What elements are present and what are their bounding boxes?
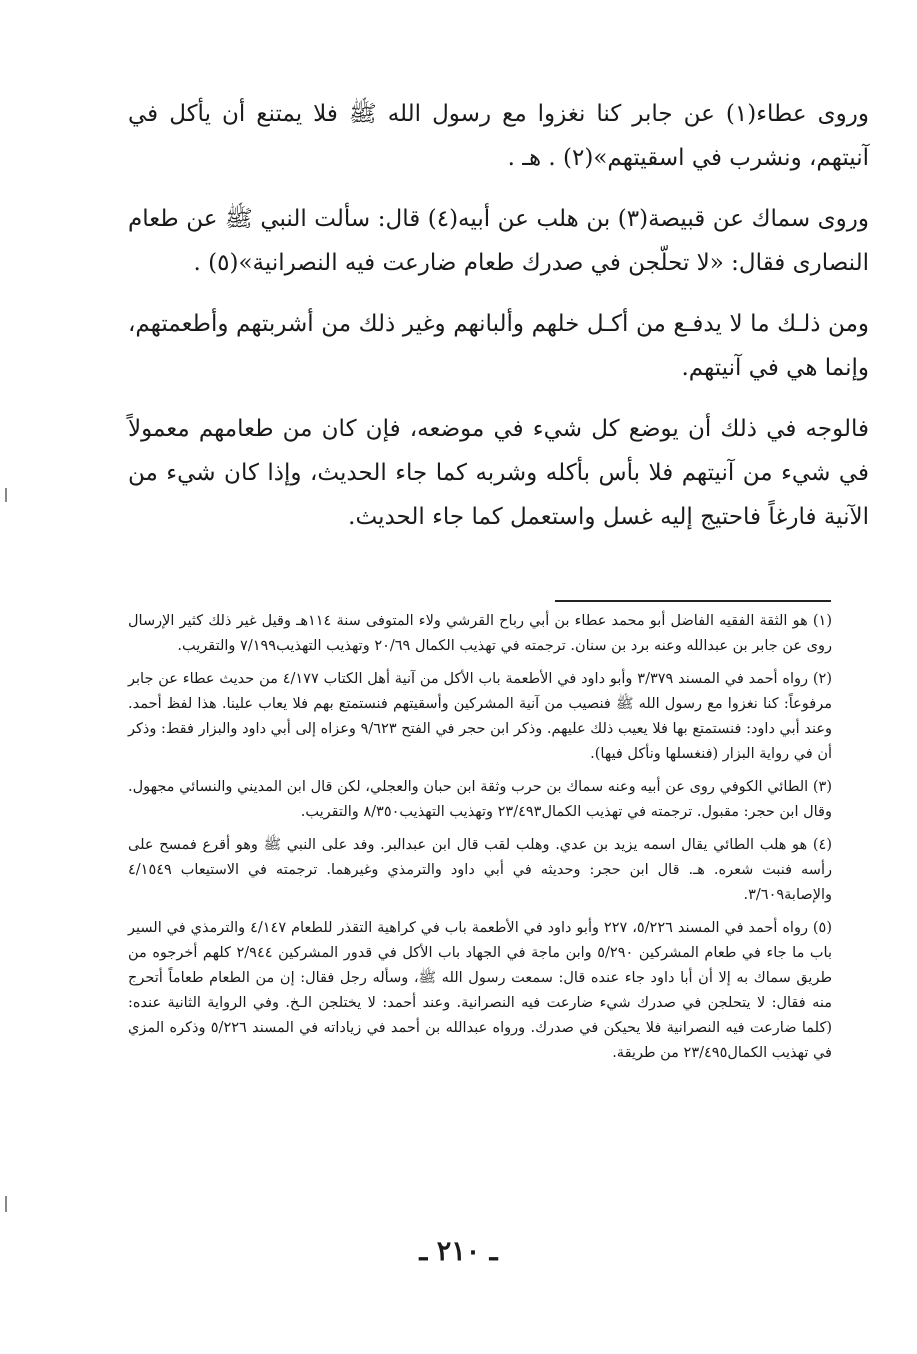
footnote-5: (٥) رواه أحمد في المسند ٥/٢٢٦، ٢٢٧ وأبو داود في الأطعمة باب في كراهية التقذر للطعام ٤/١٤٧ والترمذي في السير باب ما جاء في طعام المشركين ٥/٢٩٠ وابن ماجة في الجهاد باب الأكل في قدور المشركين ٢/٩٤٤ كلهم أخرجوه من طريق سماك به إلا أن أبا داود جاء عنده قال: سمعت رسول الله ﷺ، وسأله رجل فقال: إن من الطعام طعاماً أتحرج منه فقال: لا يتحلجن في صدرك شيء ضارعت فيه النصرانية. وعند أحمد: لا يختلجن الـخ. وفي الرواية الثانية عنده: (كلما ضارعت فيه النصرانية فلا يحيكن في صدرك. ورواه عبدالله بن أحمد في زياداته في المسند ٥/٢٢٦ وذكره المزي في تهذيب الكمال٢٣/٤٩٥ من طريقة.	[128, 920, 833, 1061]
footnotes	[128, 609, 832, 1074]
footnote-2: (٢) رواه أحمد في المسند ٣/٣٧٩ وأبو داود في الأطعمة باب الأكل من آنية أهل الكتاب ٤/١٧٧ من حديث عطاء عن جابر مرفوعاً: كنا نغزوا مع رسول الله ﷺ فنصيب من آنية المشركين وأسقيتهم فنستمتع بهم فلا يعاب علينا. هذا لفظ أحمد. وعند أبي داود: فنستمتع بها فلا يعيب ذلك عليهم. وذكر ابن حجر في الفتح ٩/٦٢٣ وعزاه إلى أبي داود والبزار فقط: وذكر أن في رواية البزار (فنغسلها ونأكل فيها).	[128, 671, 832, 762]
footnote-separator	[555, 600, 831, 602]
paragraph-1: وروى عطاء(١) عن جابر كنا نغزوا مع رسول الله ﷺ فلا يمتنع أن يأكل في آنيتهم، ونشرب في اسقيتهم»(٢) . هـ .	[128, 101, 869, 171]
binding-mark	[5, 488, 7, 502]
main-text	[128, 92, 869, 556]
paragraph-3: ومن ذلـك ما لا يدفـع من أكـل خلهم وألبانهم وغير ذلك من أشربتهم وأطعمتهم، وإنما هي في آنيتهم.	[128, 311, 869, 381]
footnote-1: (١) هو الثقة الفقيه الفاضل أبو محمد عطاء بن أبي رباح القرشي ولاء المتوفى سنة ١١٤هـ وقيل غير ذلك كثير الإرسال روى عن جابر بن عبدالله وعنه برد بن سنان. ترجمته في تهذيب الكمال ٢٠/٦٩ وتهذيب التهذيب٧/١٩٩ والتقريب.	[128, 613, 832, 654]
footnote-3: (٣) الطائي الكوفي روى عن أبيه وعنه سماك بن حرب وثقة ابن حبان والعجلي، لكن قال ابن المديني والنسائي مجهول. وقال ابن حجر: مقبول. ترجمته في تهذيب الكمال٢٣/٤٩٣ وتهذيب التهذيب٨/٣٥٠ والتقريب.	[128, 779, 832, 820]
footnote-4: (٤) هو هلب الطائي يقال اسمه يزيد بن عدي. وهلب لقب قال ابن عبدالبر. وفد على النبي ﷺ وهو أقرع فمسح على رأسه فنبت شعره. هـ. قال ابن حجر: وحديثه في أبي داود والترمذي وغيرهما. ترجمته في الاستيعاب ٤/١٥٤٩ والإصابة٣/٦٠٩.	[128, 837, 832, 903]
paragraph-4: فالوجه في ذلك أن يوضع كل شيء في موضعه، فإن كان من طعامهم معمولاً في شيء من آنيتهم فلا بأس بأكله وشربه كما جاء الحديث، وإذا كان شيء من الآنية فارغاً فاحتيج إليه غسل واستعمل كما جاء الحديث.	[128, 416, 869, 530]
paragraph-2: وروى سماك عن قبيصة(٣) بن هلب عن أبيه(٤) قال: سألت النبي ﷺ عن طعام النصارى فقال: «لا تحلّجن في صدرك طعام ضارعت فيه النصرانية»(٥) .	[128, 206, 869, 276]
binding-mark	[5, 1196, 7, 1212]
page-number: ـ ٢١٠ ـ	[419, 1236, 498, 1267]
